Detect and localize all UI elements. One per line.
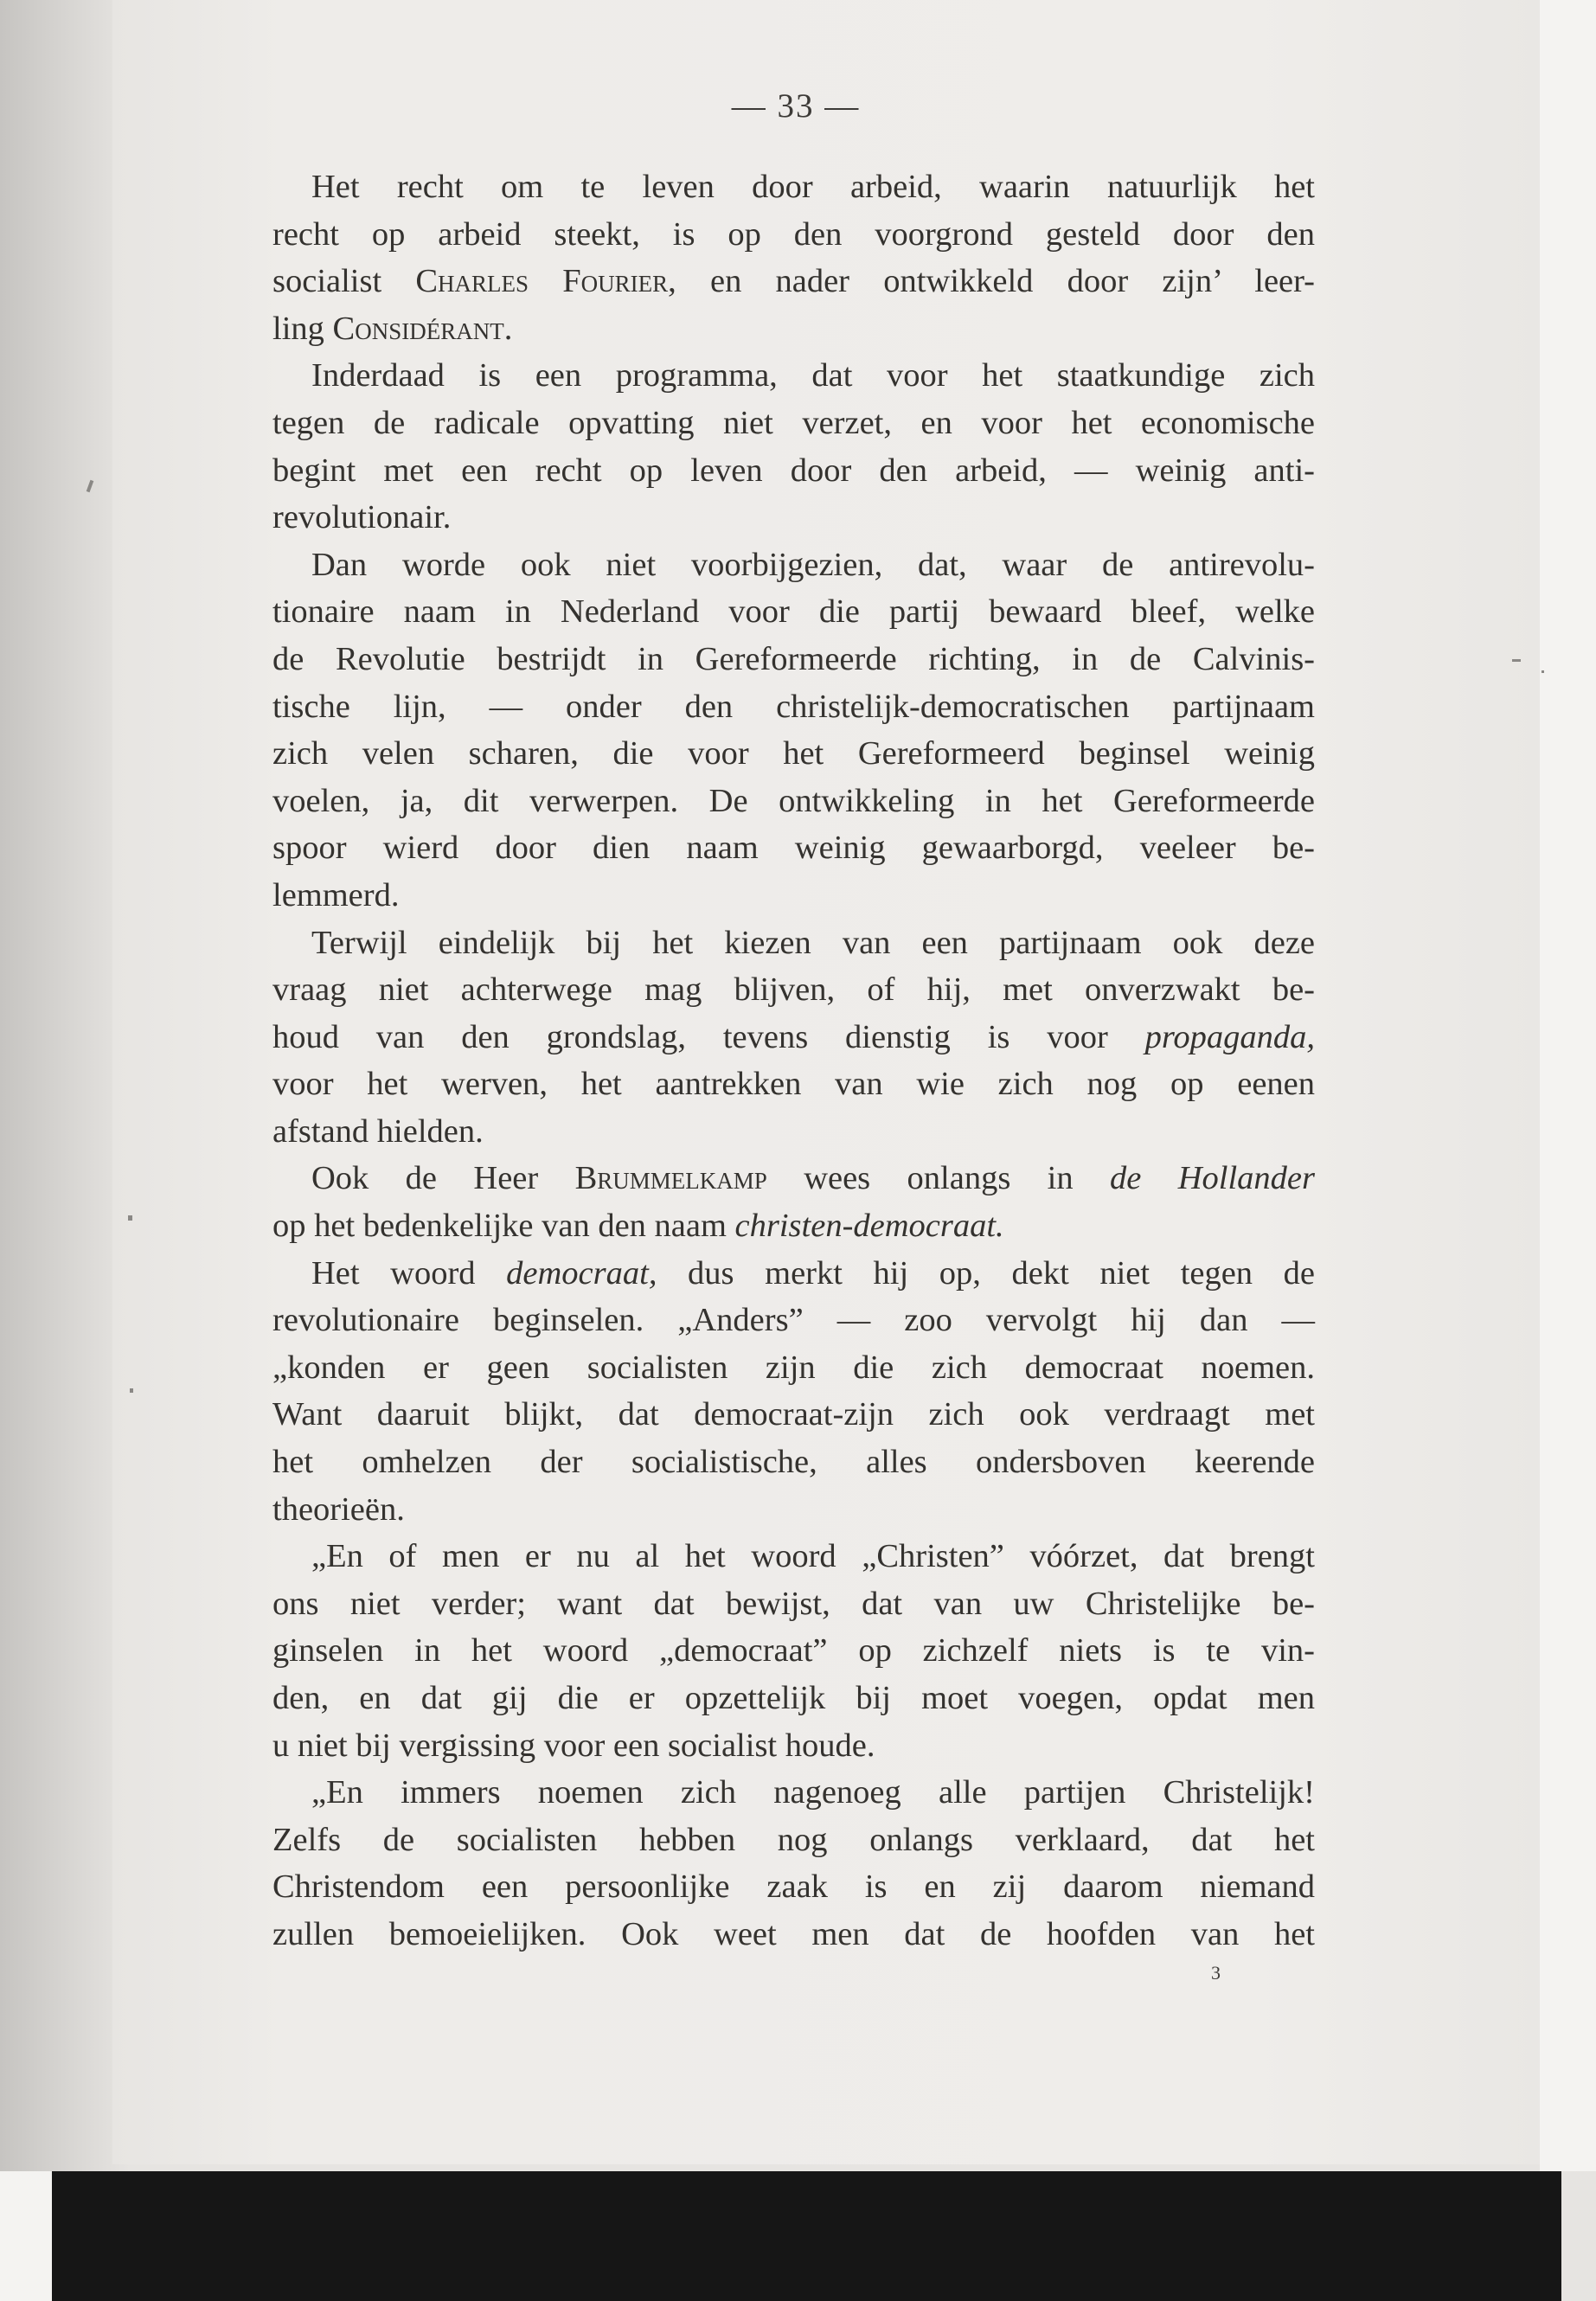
margin-speck xyxy=(128,1215,132,1221)
text-line: Zelfs de socialisten hebben nog onlangs verklaard, dat het xyxy=(272,1821,1315,1858)
author-name: Considérant xyxy=(332,310,504,347)
margin-speck xyxy=(1512,659,1521,662)
text-line: ons niet verder; want dat bewijst, dat van uw Christelijke be- xyxy=(272,1585,1315,1622)
text-line: Terwijl eindelijk bij het kiezen van een partijnaam ook deze xyxy=(311,924,1315,961)
text-line: theorieën. xyxy=(272,1490,405,1528)
text-line: „En of men er nu al het woord „Christen” vóórzet, dat brengt xyxy=(311,1538,1315,1575)
author-name: Brummelkamp xyxy=(574,1160,767,1197)
text-line xyxy=(272,1155,1315,1202)
text-line: Want daaruit blijkt, dat democraat-zijn zich ook verdraagt met xyxy=(272,1396,1315,1433)
text-run: . xyxy=(503,310,513,347)
text-run: dus merkt hij op, dekt niet tegen de xyxy=(657,1254,1315,1292)
scanner-bed-edge xyxy=(52,2171,1561,2301)
body-text xyxy=(272,163,1315,1958)
text-run: Ook de Heer xyxy=(311,1160,575,1197)
text-line: begint met een recht op leven door den arbeid, — weinig anti- xyxy=(272,452,1315,489)
page-number: — 33 — xyxy=(731,87,861,125)
emphasis: christen-democraat. xyxy=(734,1208,1004,1245)
text-line: revolutionair. xyxy=(272,499,452,536)
text-line: zullen bemoeielijken. Ook weet men dat de hoofden van het xyxy=(272,1915,1315,1952)
text-run: wees onlangs in xyxy=(766,1160,1111,1197)
text-run: ling xyxy=(272,310,333,347)
emphasis: propaganda, xyxy=(1144,1018,1315,1055)
text-line: Dan worde ook niet voorbijgezien, dat, waar de antirevolu- xyxy=(311,546,1315,583)
text-line: Christendom een persoonlijke zaak is en zij daarom niemand xyxy=(272,1868,1315,1906)
text-line: revolutionaire beginselen. „Anders” — zoo vervolgt hij dan — xyxy=(272,1302,1315,1339)
text-line: tegen de radicale opvatting niet verzet, en voor het economische xyxy=(272,404,1315,441)
text-line: Inderdaad is een programma, dat voor het staatkundige zich xyxy=(311,357,1315,394)
text-line: de Revolutie bestrijdt in Gereformeerde richting, in de Calvinis- xyxy=(272,640,1315,677)
text-line: het omhelzen der socialistische, alles ondersboven keerende xyxy=(272,1444,1315,1481)
emphasis: de Hollander xyxy=(1110,1160,1315,1197)
text-line xyxy=(272,1014,1315,1061)
text-line: voor het werven, het aantrekken van wie zich nog op eenen xyxy=(272,1066,1315,1103)
text-line: vraag niet achterwege mag blijven, of hij, met onverzwakt be- xyxy=(272,971,1315,1009)
text-line: spoor wierd door dien naam weinig gewaarborgd, veeleer be- xyxy=(272,830,1315,867)
text-line: „En immers noemen zich nagenoeg alle partijen Christelijk! xyxy=(311,1774,1315,1811)
text-line: lemmerd. xyxy=(272,876,400,913)
text-run: Het woord xyxy=(311,1254,507,1292)
text-line: afstand hielden. xyxy=(272,1112,484,1150)
author-name: Charles Fourier xyxy=(415,263,669,300)
signature-mark: 3 xyxy=(1211,1962,1221,1984)
margin-speck xyxy=(1542,670,1544,673)
text-line: u niet bij vergissing voor een socialist houde. xyxy=(272,1727,875,1764)
text-line: tische lijn, — onder den christelijk-democratischen partijnaam xyxy=(272,688,1315,725)
text-line: „konden er geen socialisten zijn die zich democraat noemen. xyxy=(272,1349,1315,1386)
text-line: den, en dat gij die er opzettelijk bij moet voegen, opdat men xyxy=(272,1680,1315,1716)
text-run: op het bedenkelijke van den naam xyxy=(272,1208,735,1245)
text-line xyxy=(272,1202,1315,1250)
text-line: ginselen in het woord „democraat” op zichzelf niets is te vin- xyxy=(272,1632,1315,1670)
text-run: socialist xyxy=(272,263,416,300)
text-line: zich velen scharen, die voor het Gereformeerd beginsel weinig xyxy=(272,735,1315,772)
text-line xyxy=(272,258,1315,305)
text-line: recht op arbeid steekt, is op den voorgrond gesteld door den xyxy=(272,215,1315,253)
scan-bottom-left-corner xyxy=(0,2171,52,2301)
binding-shadow xyxy=(0,0,130,2171)
text-line xyxy=(272,305,1315,353)
margin-speck xyxy=(130,1388,133,1393)
text-line: Het recht om te leven door arbeid, waarin natuurlijk het xyxy=(311,169,1315,205)
text-run: , en nader ontwikkeld door zijn’ leer- xyxy=(668,263,1315,300)
text-line xyxy=(272,1250,1315,1298)
text-run: houd van den grondslag, tevens dienstig is voor xyxy=(272,1018,1145,1055)
text-line: tionaire naam in Nederland voor die partij bewaard bleef, welke xyxy=(272,593,1315,631)
emphasis: democraat, xyxy=(506,1254,657,1292)
text-line: voelen, ja, dit verwerpen. De ontwikkeling in het Gereformeerde xyxy=(272,782,1315,819)
scan-right-margin xyxy=(1540,0,1596,2171)
